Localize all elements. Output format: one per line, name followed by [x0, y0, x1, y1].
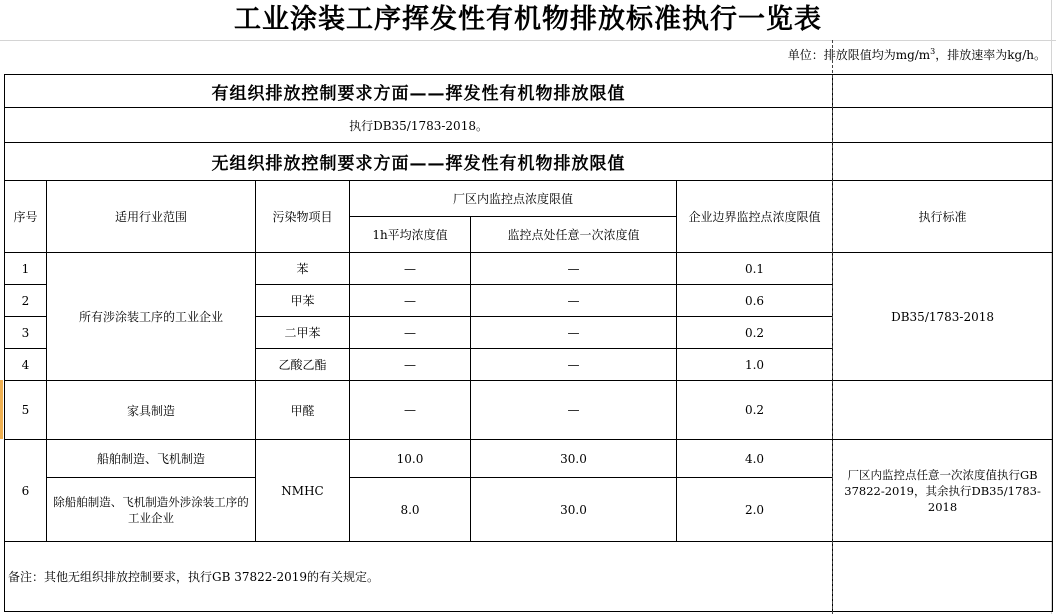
table-row [5, 253, 1053, 285]
boundary-cell[interactable]: 0.6 [677, 285, 833, 317]
seq-cell[interactable]: 4 [5, 349, 47, 381]
header-boundary[interactable]: 企业边界监控点浓度限值 [677, 181, 833, 253]
boundary-cell[interactable]: 0.1 [677, 253, 833, 285]
boundary-cell[interactable]: 0.2 [677, 381, 833, 440]
page-title[interactable]: 工业涂装工序挥发性有机物排放标准执行一览表 [234, 4, 822, 35]
standard-cell[interactable]: 厂区内监控点任意一次浓度值执行GB 37822-2019，其余执行DB35/1783-2018 [833, 440, 1053, 542]
hourly-cell[interactable]: 8.0 [350, 478, 471, 542]
any-once-cell[interactable]: — [471, 253, 677, 285]
industry-cell[interactable]: 所有涉涂装工序的工业企业 [47, 253, 256, 381]
any-once-cell[interactable]: 30.0 [471, 478, 677, 542]
organized-heading-row [5, 75, 1053, 108]
unit-note-superscript: 3 [930, 47, 936, 56]
organized-text[interactable]: 执行DB35/1783-2018。 [5, 108, 833, 143]
pollutant-cell[interactable]: 甲醛 [256, 381, 350, 440]
boundary-cell[interactable]: 1.0 [677, 349, 833, 381]
boundary-cell[interactable]: 2.0 [677, 478, 833, 542]
header-row-1 [5, 181, 1053, 217]
header-pollutant[interactable]: 污染物项目 [256, 181, 350, 253]
pollutant-cell[interactable]: 二甲苯 [256, 317, 350, 349]
industry-cell[interactable]: 除船舶制造、飞机制造外涉涂装工序的工业企业 [47, 478, 256, 542]
any-once-cell[interactable]: 30.0 [471, 440, 677, 478]
seq-cell[interactable]: 6 [5, 440, 47, 542]
cell[interactable] [833, 108, 1053, 143]
fugitive-heading-row [5, 143, 1053, 181]
any-once-cell[interactable]: — [471, 349, 677, 381]
unit-note-prefix: 单位：排放限值均为mg/m [787, 48, 931, 62]
any-once-cell[interactable]: — [471, 285, 677, 317]
row-selection-marker [0, 380, 3, 439]
pollutant-cell[interactable]: 乙酸乙酯 [256, 349, 350, 381]
header-inplant[interactable]: 厂区内监控点浓度限值 [350, 181, 677, 217]
seq-cell[interactable]: 1 [5, 253, 47, 285]
header-hourly[interactable]: 1h平均浓度值 [350, 217, 471, 253]
organized-heading[interactable]: 有组织排放控制要求方面——挥发性有机物排放限值 [5, 75, 833, 108]
table-row [5, 381, 1053, 440]
header-seq[interactable]: 序号 [5, 181, 47, 253]
fugitive-heading[interactable]: 无组织排放控制要求方面——挥发性有机物排放限值 [5, 143, 833, 181]
seq-cell[interactable]: 2 [5, 285, 47, 317]
cell[interactable] [833, 542, 1053, 612]
pollutant-cell[interactable]: 苯 [256, 253, 350, 285]
cell[interactable] [833, 75, 1053, 108]
header-any-once[interactable]: 监控点处任意一次浓度值 [471, 217, 677, 253]
hourly-cell[interactable]: — [350, 253, 471, 285]
seq-cell[interactable]: 3 [5, 317, 47, 349]
table-row [5, 440, 1053, 478]
pollutant-cell[interactable]: 甲苯 [256, 285, 350, 317]
hourly-cell[interactable]: — [350, 285, 471, 317]
boundary-cell[interactable]: 4.0 [677, 440, 833, 478]
boundary-cell[interactable]: 0.2 [677, 317, 833, 349]
grid-line [0, 40, 1056, 41]
hourly-cell[interactable]: — [350, 317, 471, 349]
any-once-cell[interactable]: — [471, 317, 677, 349]
hourly-cell[interactable]: — [350, 349, 471, 381]
standard-cell[interactable]: DB35/1783-2018 [833, 253, 1053, 381]
header-standard[interactable]: 执行标准 [833, 181, 1053, 253]
footnote[interactable]: 备注：其他无组织排放控制要求，执行GB 37822-2019的有关规定。 [5, 542, 833, 612]
header-industry[interactable]: 适用行业范围 [47, 181, 256, 253]
organized-text-row [5, 108, 1053, 143]
unit-note-suffix: ，排放速率为kg/h。 [935, 48, 1046, 62]
footnote-row [5, 542, 1053, 612]
hourly-cell[interactable]: 10.0 [350, 440, 471, 478]
unit-note[interactable] [788, 46, 1046, 63]
hourly-cell[interactable]: — [350, 381, 471, 440]
cell[interactable] [833, 143, 1053, 181]
standards-table [4, 74, 1053, 612]
seq-cell[interactable]: 5 [5, 381, 47, 440]
industry-cell[interactable]: 船舶制造、飞机制造 [47, 440, 256, 478]
any-once-cell[interactable]: — [471, 381, 677, 440]
standard-cell[interactable] [833, 381, 1053, 440]
industry-cell[interactable]: 家具制造 [47, 381, 256, 440]
pollutant-cell[interactable]: NMHC [256, 440, 350, 542]
